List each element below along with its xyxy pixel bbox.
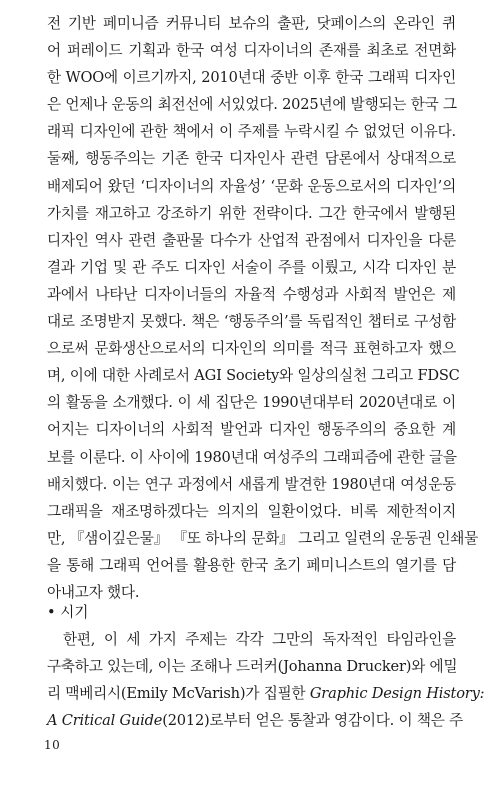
text-line: 둘째, 행동주의는 기존 한국 디자인사 관련 담론에서 상대적으로 bbox=[47, 150, 456, 168]
text-line: 구축하고 있는데, 이는 조해나 드러커(Johanna Drucker)와 에밀 bbox=[47, 658, 458, 676]
book-title-italic: A Critical Guide bbox=[47, 712, 163, 730]
book-title-italic: Graphic Design History: bbox=[309, 685, 485, 703]
text-line: 한편, 이 세 가지 주제는 각각 그만의 독자적인 타임라인을 bbox=[63, 631, 456, 648]
text-line: 을 통해 그래픽 언어를 활용한 한국 초기 페미니스트의 열기를 담 bbox=[47, 556, 456, 574]
text-line: 대로 조명받지 못했다. 책은 ‘행동주의’를 독립적인 챕터로 구성함 bbox=[47, 313, 456, 331]
text-line: 결과 기업 및 관 주도 디자인 서술이 주를 이뤘고, 시각 디자인 분 bbox=[47, 258, 456, 276]
section-heading: • 시기 bbox=[47, 604, 89, 621]
text-line: 만, 『샘이깊은물』 『또 하나의 문화』 그리고 일련의 운동권 인쇄물 bbox=[47, 529, 479, 547]
body-paragraph-1 bbox=[47, 10, 479, 606]
text-line bbox=[47, 707, 463, 734]
text-line: 디자인 역사 관련 출판물 다수가 산업적 관점에서 디자인을 다룬 bbox=[47, 231, 456, 249]
text-line: 과에서 나타난 디자이너들의 자율적 수행성과 사회적 발언은 제 bbox=[47, 285, 456, 303]
text-line: 은 언제나 운동의 최전선에 서있었다. 2025년에 발행되는 한국 그 bbox=[47, 96, 457, 114]
text-line: 가치를 재고하고 강조하기 위한 전략이다. 그간 한국에서 발행된 bbox=[47, 204, 456, 222]
text-line: 전 기반 페미니즘 커뮤니티 보슈의 출판, 닷페이스의 온라인 퀴 bbox=[47, 15, 456, 32]
text-line: 며, 이에 대한 사례로서 AGI Society와 일상의실천 그리고 FDSC bbox=[47, 367, 460, 385]
text-line: 아내고자 했다. bbox=[47, 583, 140, 601]
text-line: 어 퍼레이드 기획과 한국 여성 디자이너의 존재를 최초로 전면화 bbox=[47, 42, 456, 60]
text-segment: 리 맥베리시(Emily McVarish)가 집필한 bbox=[47, 685, 310, 703]
body-paragraph-2 bbox=[47, 626, 485, 734]
text-line: 보를 이룬다. 이 사이에 1980년대 여성주의 그래피즘에 관한 글을 bbox=[47, 448, 457, 466]
text-line bbox=[47, 680, 485, 707]
text-line: 래픽 디자인에 관한 책에서 이 주제를 누락시킬 수 없었던 이유다. bbox=[47, 123, 456, 141]
text-line: 배치했다. 이는 연구 과정에서 새롭게 발견한 1980년대 여성운동 bbox=[47, 475, 456, 493]
text-line: 의 활동을 소개했다. 이 세 집단은 1990년대부터 2020년대로 이 bbox=[47, 394, 456, 412]
page-number: 10 bbox=[44, 738, 61, 752]
text-line: 그래픽을 재조명하겠다는 의지의 일환이었다. 비록 제한적이지 bbox=[47, 502, 456, 520]
text-line: 배제되어 왔던 ‘디자이너의 자율성’ ‘문화 운동으로서의 디자인’의 bbox=[47, 177, 456, 195]
text-line: 어지는 디자이너의 사회적 발언과 디자인 행동주의의 중요한 계 bbox=[47, 421, 456, 439]
text-segment: (2012)로부터 얻은 통찰과 영감이다. 이 책은 주 bbox=[162, 712, 463, 730]
text-line: 으로써 문화생산으로서의 디자인의 의미를 적극 표현하고자 했으 bbox=[47, 340, 456, 358]
text-line: 한 WOO에 이르기까지, 2010년대 중반 이후 한국 그래픽 디자인 bbox=[47, 69, 456, 87]
